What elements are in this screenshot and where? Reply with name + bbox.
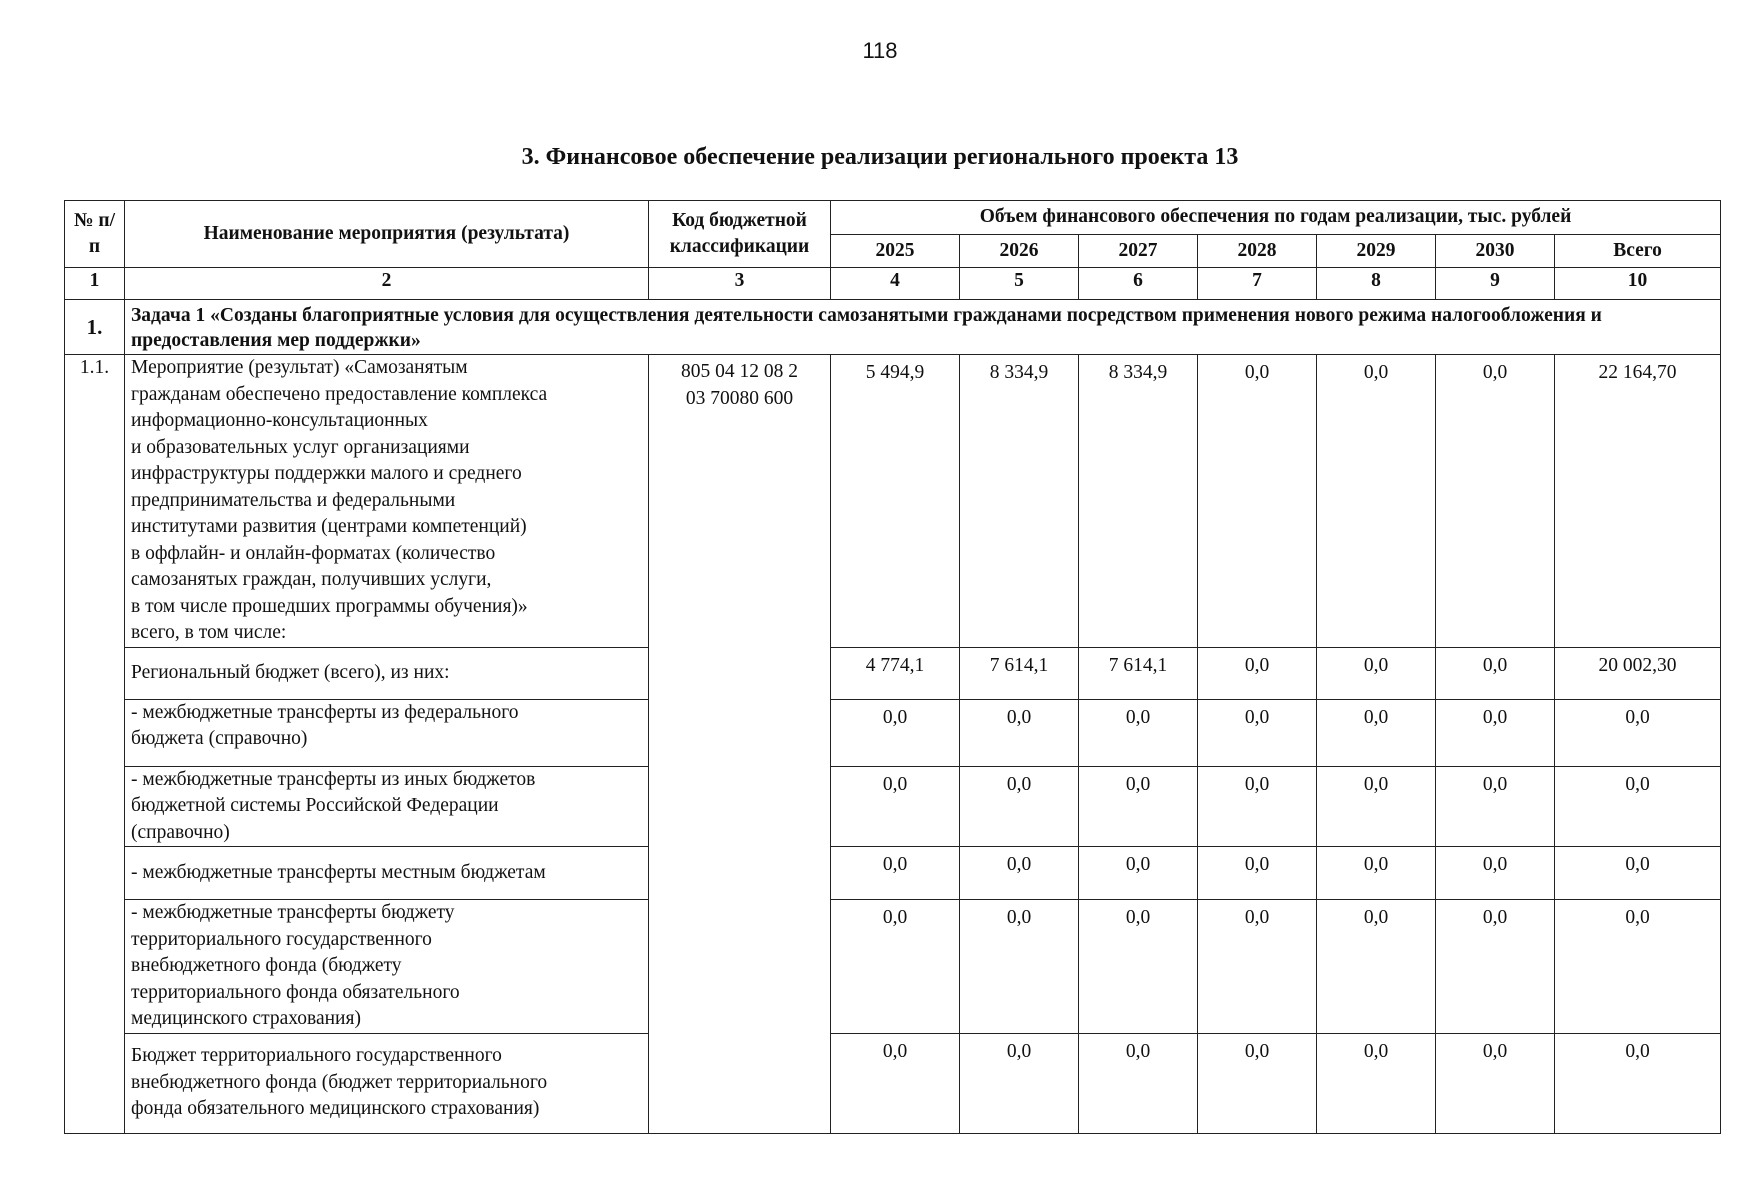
header-volume-group: Объем финансового обеспечения по годам реализации, тыс. рублей <box>831 201 1721 235</box>
value-total: 0,0 <box>1555 900 1721 1034</box>
value-2027: 7 614,1 <box>1079 647 1198 699</box>
value-2025: 0,0 <box>831 900 960 1034</box>
name-line: - межбюджетные трансферты из федерального <box>131 701 519 723</box>
table-row <box>65 900 1721 1034</box>
value-2026: 0,0 <box>960 847 1079 900</box>
column-number: 10 <box>1555 268 1721 300</box>
name-line: в оффлайн- и онлайн-форматах (количество <box>131 542 496 564</box>
column-number: 3 <box>649 268 831 300</box>
value-2026: 0,0 <box>960 1033 1079 1133</box>
name-line: бюджета (справочно) <box>131 728 308 749</box>
table-row <box>65 699 1721 766</box>
name-line: фонда обязательного медицинского страхования) <box>131 1098 540 1120</box>
column-number: 6 <box>1079 268 1198 300</box>
name-line: территориального фонда обязательного <box>131 981 460 1003</box>
table-row <box>65 847 1721 900</box>
value-2029: 0,0 <box>1317 900 1436 1034</box>
name-line: медицинского страхования) <box>131 1008 361 1029</box>
value-2029: 0,0 <box>1317 766 1436 847</box>
name-line: институтами развития (центрами компетенций) <box>131 516 527 537</box>
column-number: 5 <box>960 268 1079 300</box>
name-line: гражданам обеспечено предоставление комплекса <box>131 383 548 405</box>
header-total: Всего <box>1555 235 1721 268</box>
header-year-2027: 2027 <box>1079 235 1198 268</box>
name-line: Мероприятие (результат) «Самозанятым <box>131 357 468 378</box>
value-total: 0,0 <box>1555 699 1721 766</box>
value-2025: 0,0 <box>831 699 960 766</box>
page-number: 118 <box>862 38 898 63</box>
name-line: всего, в том числе: <box>131 622 287 643</box>
value-2028: 0,0 <box>1198 1033 1317 1133</box>
column-number: 8 <box>1317 268 1436 300</box>
value-2029: 0,0 <box>1317 847 1436 900</box>
header-num: № п/п <box>65 201 125 268</box>
value-2029: 0,0 <box>1317 647 1436 699</box>
name-line: бюджетной системы Российской Федерации <box>131 795 499 816</box>
task-text: Задача 1 «Созданы благоприятные условия для осуществления деятельности самозанятыми гражданами посредством применения нового режима налогообложения и предоставления мер поддержки» <box>125 300 1721 355</box>
column-number: 2 <box>125 268 649 300</box>
value-2025: 0,0 <box>831 766 960 847</box>
column-number: 7 <box>1198 268 1317 300</box>
row-name <box>125 900 649 1034</box>
header-year-2028: 2028 <box>1198 235 1317 268</box>
name-line: - межбюджетные трансферты бюджету <box>131 902 455 923</box>
value-2026: 7 614,1 <box>960 647 1079 699</box>
task-row <box>65 300 1721 355</box>
header-name: Наименование мероприятия (результата) <box>125 201 649 268</box>
table-row <box>65 1033 1721 1133</box>
value-2026: 0,0 <box>960 766 1079 847</box>
row-name <box>125 699 649 766</box>
value-2026: 8 334,9 <box>960 355 1079 648</box>
header-year-2025: 2025 <box>831 235 960 268</box>
header-year-2026: 2026 <box>960 235 1079 268</box>
column-number: 9 <box>1436 268 1555 300</box>
section-title: 3. Финансовое обеспечение реализации регионального проекта 13 <box>521 144 1239 170</box>
value-2028: 0,0 <box>1198 766 1317 847</box>
value-2029: 0,0 <box>1317 355 1436 648</box>
value-2027: 0,0 <box>1079 766 1198 847</box>
name-line: и образовательных услуг организациями <box>131 436 470 458</box>
value-2030: 0,0 <box>1436 900 1555 1034</box>
value-2026: 0,0 <box>960 900 1079 1034</box>
value-total: 0,0 <box>1555 1033 1721 1133</box>
financing-table <box>64 200 1721 1134</box>
kbk-line: 805 04 12 08 2 <box>681 361 798 382</box>
value-2027: 0,0 <box>1079 847 1198 900</box>
row-name <box>125 1033 649 1133</box>
value-2027: 0,0 <box>1079 699 1198 766</box>
name-line: внебюджетного фонда (бюджет территориального <box>131 1071 548 1093</box>
name-line: Региональный бюджет (всего), из них: <box>131 661 450 683</box>
name-line: предпринимательства и федеральными <box>131 489 456 511</box>
kbk-line: 03 70080 600 <box>685 387 794 409</box>
value-2025: 0,0 <box>831 1033 960 1133</box>
value-total: 22 164,70 <box>1555 355 1721 648</box>
name-line: Бюджет территориального государственного <box>131 1045 502 1067</box>
task-number: 1. <box>65 300 125 355</box>
value-2030: 0,0 <box>1436 847 1555 900</box>
value-total: 0,0 <box>1555 766 1721 847</box>
value-2025: 0,0 <box>831 847 960 900</box>
header-year-2030: 2030 <box>1436 235 1555 268</box>
name-line: самозанятых граждан, получивших услуги, <box>131 569 492 590</box>
value-2025: 5 494,9 <box>831 355 960 648</box>
column-number: 1 <box>65 268 125 300</box>
header-kbk: Код бюджетной классификации <box>649 201 831 268</box>
row-number: 1.1. <box>65 355 125 1134</box>
row-name <box>125 355 649 648</box>
table-row <box>65 355 1721 648</box>
value-2030: 0,0 <box>1436 1033 1555 1133</box>
value-2026: 0,0 <box>960 699 1079 766</box>
column-numbers-row <box>65 268 1721 300</box>
name-line: информационно-консультационных <box>131 410 428 431</box>
value-2027: 8 334,9 <box>1079 355 1198 648</box>
value-2028: 0,0 <box>1198 699 1317 766</box>
name-line: - межбюджетные трансферты из иных бюджетов <box>131 768 536 790</box>
value-2027: 0,0 <box>1079 1033 1198 1133</box>
value-2029: 0,0 <box>1317 699 1436 766</box>
row-name <box>125 766 649 847</box>
value-2028: 0,0 <box>1198 355 1317 648</box>
table-row <box>65 766 1721 847</box>
value-2029: 0,0 <box>1317 1033 1436 1133</box>
value-2030: 0,0 <box>1436 766 1555 847</box>
value-2030: 0,0 <box>1436 699 1555 766</box>
header-year-2029: 2029 <box>1317 235 1436 268</box>
value-total: 20 002,30 <box>1555 647 1721 699</box>
value-2028: 0,0 <box>1198 647 1317 699</box>
value-total: 0,0 <box>1555 847 1721 900</box>
value-2027: 0,0 <box>1079 900 1198 1034</box>
name-line: - межбюджетные трансферты местным бюджетам <box>131 861 546 883</box>
name-line: внебюджетного фонда (бюджету <box>131 955 402 976</box>
name-line: инфраструктуры поддержки малого и среднего <box>131 463 522 484</box>
name-line: (справочно) <box>131 821 230 843</box>
name-line: в том числе прошедших программы обучения)» <box>131 595 528 617</box>
budget-code <box>649 355 831 1134</box>
name-line: территориального государственного <box>131 928 432 950</box>
value-2028: 0,0 <box>1198 847 1317 900</box>
value-2030: 0,0 <box>1436 647 1555 699</box>
value-2025: 4 774,1 <box>831 647 960 699</box>
row-name <box>125 847 649 900</box>
value-2028: 0,0 <box>1198 900 1317 1034</box>
row-name <box>125 647 649 699</box>
table-row <box>65 647 1721 699</box>
column-number: 4 <box>831 268 960 300</box>
value-2030: 0,0 <box>1436 355 1555 648</box>
